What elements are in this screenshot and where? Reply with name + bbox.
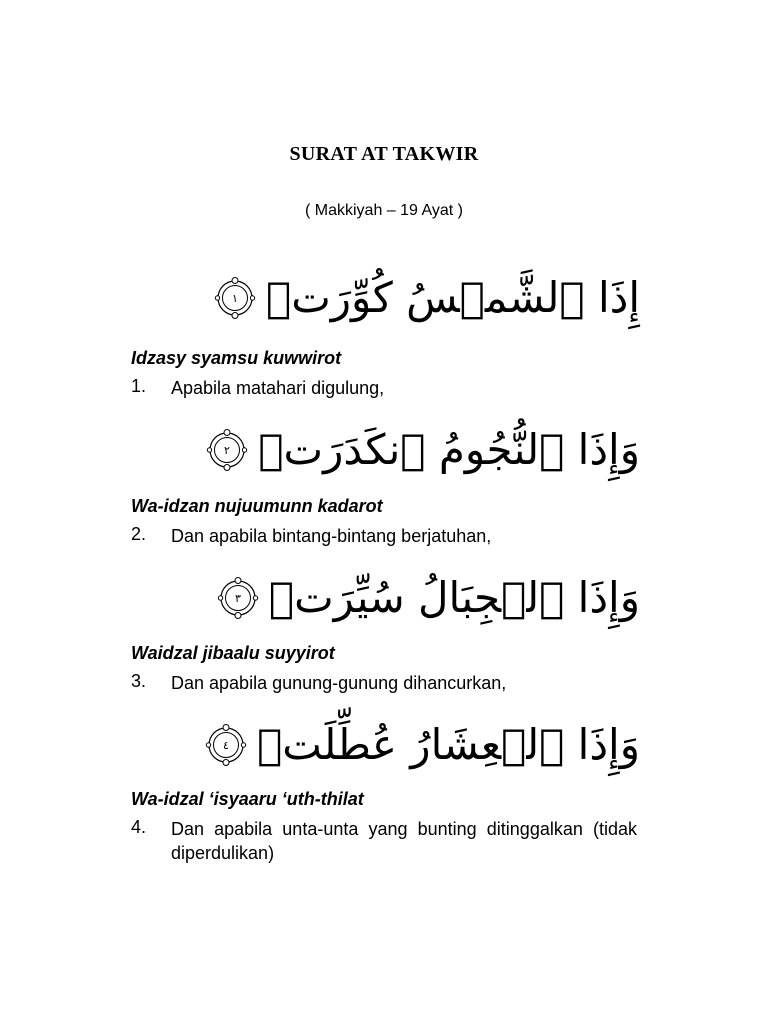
- ayah-marker-number: ١: [232, 292, 238, 305]
- ayah-marker-icon: [205, 724, 247, 766]
- verse-1-arabic: إِذَا ٱلشَّمۡسُ كُوِّرَتۡ: [266, 273, 640, 322]
- verse-4-number: 4.: [131, 817, 147, 837]
- verse-4-arabic: وَإِذَا ٱلۡعِشَارُ عُطِّلَتۡ: [257, 720, 640, 769]
- verse-1-number: 1.: [131, 376, 147, 396]
- verse-3-translation: Dan apabila gunung-gunung dihancurkan,: [171, 673, 507, 693]
- verse-2-arabic: وَإِذَا ٱلنُّجُومُ ٱنكَدَرَتۡ: [258, 425, 640, 474]
- verse-3-arabic: وَإِذَا ٱلۡجِبَالُ سُيِّرَتۡ: [268, 573, 640, 622]
- verse-1-translation: Apabila matahari digulung,: [171, 378, 385, 398]
- verse-3-transliteration: Waidzal jibaalu suyyirot: [131, 643, 335, 663]
- verse-4-transliteration: Wa-idzal ‘isyaaru ‘uth-thilat: [131, 789, 364, 809]
- verse-1-transliteration: Idzasy syamsu kuwwirot: [131, 348, 342, 368]
- verse-1-arabic-line: [214, 258, 640, 338]
- page-subtitle: ( Makkiyah – 19 Ayat ): [305, 202, 463, 219]
- verse-4-translation: Dan apabila unta-unta yang bunting ditinggalkan (tidak diperdulikan): [171, 819, 637, 863]
- verse-3-number: 3.: [131, 671, 147, 691]
- ayah-marker-icon: [217, 577, 259, 619]
- verse-2-arabic-line: [206, 410, 640, 490]
- ayah-marker-icon: [206, 429, 248, 471]
- verse-2-transliteration: Wa-idzan nujuumunn kadarot: [131, 496, 383, 516]
- verse-3-arabic-line: [217, 558, 640, 638]
- verse-2-translation: Dan apabila bintang-bintang berjatuhan,: [171, 526, 492, 546]
- ayah-marker-number: ٢: [224, 444, 231, 457]
- ayah-marker-number: ٣: [234, 592, 241, 605]
- verse-2-number: 2.: [131, 524, 147, 544]
- ayah-marker-icon: [214, 277, 256, 319]
- page-title: SURAT AT TAKWIR: [289, 143, 479, 165]
- verse-4-arabic-line: [205, 705, 640, 785]
- ayah-marker-number: ٤: [223, 739, 230, 752]
